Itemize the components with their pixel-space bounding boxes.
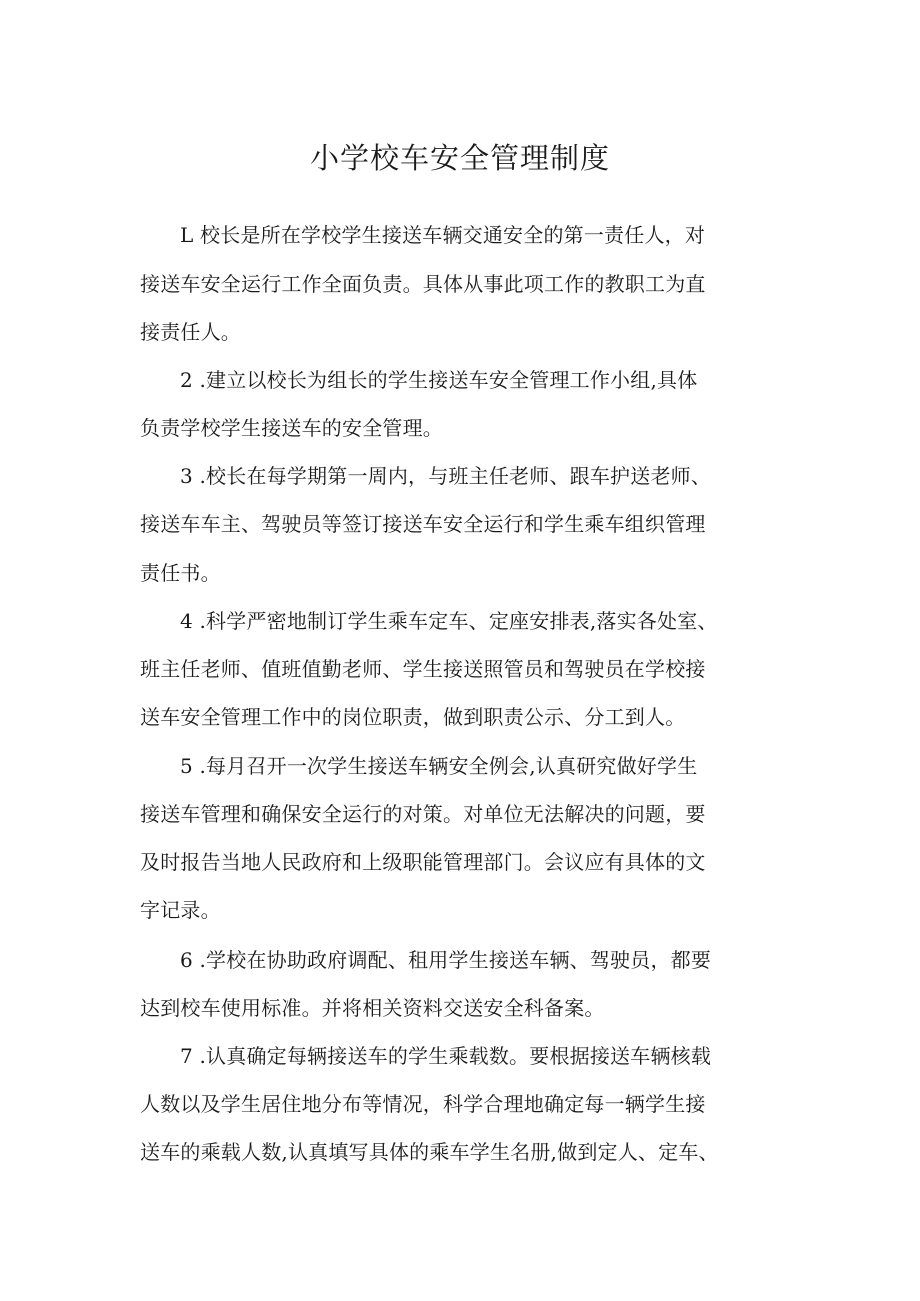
paragraph-line: 接责任人。	[140, 320, 241, 344]
paragraph-line: 7 .认真确定每辆接送车的学生乘载数。要根据接送车辆核载	[180, 1044, 712, 1068]
paragraph-line: 送车的乘载人数,认真填写具体的乘车学生名册,做到定人、定车、	[140, 1140, 719, 1164]
paragraph-line: 人数以及学生居住地分布等情况，科学合理地确定每一辆学生接	[140, 1092, 706, 1116]
paragraph-line: 4 .科学严密地制订学生乘车定车、定座安排表,落实各处室、	[180, 609, 718, 633]
paragraph-line: 接送车管理和确保安全运行的对策。对单位无法解决的问题，要	[140, 802, 706, 826]
paragraph-line: 6 .学校在协助政府调配、租用学生接送车辆、驾驶员，都要	[180, 948, 712, 972]
paragraph-line: 5 .每月召开一次学生接送车辆安全例会,认真研究做好学生	[180, 754, 698, 778]
page-title: 小学校车安全管理制度	[309, 141, 610, 175]
paragraph-line: 负责学校学生接送车的安全管理。	[140, 416, 443, 440]
paragraph-line: 3 .校长在每学期第一周内，与班主任老师、跟车护送老师、	[180, 464, 712, 488]
paragraph-line: 责任书。	[140, 561, 221, 585]
paragraph-line: 2 .建立以校长为组长的学生接送车安全管理工作小组,具体	[180, 368, 698, 392]
paragraph-line: 及时报告当地人民政府和上级职能管理部门。会议应有具体的文	[140, 850, 706, 874]
paragraph-line: 送车安全管理工作中的岗位职责，做到职责公示、分工到人。	[140, 705, 686, 729]
paragraph-line: 班主任老师、值班值勤老师、学生接送照管员和驾驶员在学校接	[140, 657, 706, 681]
paragraph-line: 接送车安全运行工作全面负责。具体从事此项工作的教职工为直	[140, 272, 706, 296]
paragraph-line: 接送车车主、驾驶员等签订接送车安全运行和学生乘车组织管理	[140, 512, 706, 536]
paragraph-line: L 校长是所在学校学生接送车辆交通安全的第一责任人，对	[180, 223, 706, 247]
paragraph-line: 字记录。	[140, 898, 221, 922]
paragraph-line: 达到校车使用标准。并将相关资料交送安全科备案。	[140, 996, 605, 1020]
